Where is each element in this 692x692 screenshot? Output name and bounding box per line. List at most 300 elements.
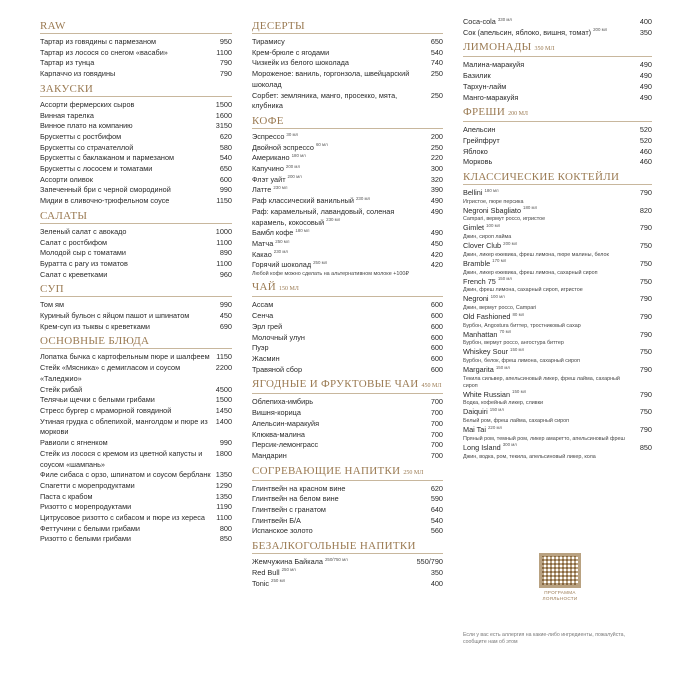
menu-item-name-text: Пуэр bbox=[252, 343, 269, 353]
menu-item bbox=[252, 58, 443, 69]
menu-item bbox=[40, 524, 232, 535]
menu-item-price: 750 bbox=[639, 241, 652, 251]
menu-item bbox=[463, 407, 652, 425]
section-title bbox=[40, 20, 232, 33]
menu-item bbox=[252, 300, 443, 311]
menu-item bbox=[252, 322, 443, 333]
menu-item-price: 490 bbox=[430, 206, 443, 216]
menu-item-name bbox=[40, 48, 216, 59]
menu-item-name bbox=[40, 300, 220, 311]
menu-item-name-text: Long Island bbox=[463, 442, 501, 452]
menu-item-volume: 250 мл bbox=[275, 238, 290, 244]
menu-item-name bbox=[40, 406, 216, 417]
section-title bbox=[40, 210, 232, 223]
menu-item bbox=[463, 223, 652, 241]
menu-item-volume: 100 мл bbox=[486, 223, 501, 229]
menu-item-price: 490 bbox=[639, 60, 652, 70]
menu-item-name-text: Gimlet bbox=[463, 223, 485, 233]
menu-item-price: 1450 bbox=[215, 405, 232, 415]
menu-item-name bbox=[252, 239, 431, 250]
menu-item-price: 650 bbox=[430, 37, 443, 46]
menu-item-volume: 150 мл bbox=[497, 276, 512, 282]
menu-item-name-text: Клюква-малина bbox=[252, 429, 305, 439]
menu-item-name bbox=[40, 513, 216, 524]
menu-item-price: 400 bbox=[430, 578, 443, 588]
menu-item-price: 540 bbox=[430, 515, 443, 525]
menu-item-name bbox=[252, 132, 431, 143]
menu-item bbox=[40, 385, 232, 396]
menu-item bbox=[40, 132, 232, 143]
menu-item-name-text: Жемчужина Байкала bbox=[252, 557, 323, 567]
menu-item-price: 750 bbox=[639, 276, 652, 286]
menu-item-name-text: Винное плато на компанию bbox=[40, 121, 133, 131]
menu-item-name bbox=[252, 48, 431, 59]
menu-item-volume: 250 мл bbox=[281, 567, 296, 573]
menu-item bbox=[40, 270, 232, 281]
menu-item-price: 400 bbox=[639, 17, 652, 26]
menu-item bbox=[40, 492, 232, 503]
menu-item-name-text: Двойной эспрессо bbox=[252, 142, 314, 152]
menu-item-name bbox=[40, 121, 216, 132]
menu-item-price: 700 bbox=[430, 408, 443, 418]
menu-item-name-text: Daiquiri bbox=[463, 407, 488, 417]
menu-item bbox=[252, 430, 443, 441]
menu-item bbox=[40, 502, 232, 513]
menu-item-name bbox=[463, 188, 640, 206]
menu-item-description: Игристое, пюре персика bbox=[463, 198, 524, 205]
menu-item bbox=[40, 513, 232, 524]
menu-item bbox=[463, 259, 652, 277]
menu-column-3 bbox=[463, 17, 652, 461]
menu-item-name-text: Матча bbox=[252, 238, 274, 248]
menu-item-name-text: Глинтвейн на красном вине bbox=[252, 483, 346, 493]
menu-item-price: 250 bbox=[430, 90, 443, 100]
menu-item-price: 1190 bbox=[216, 502, 232, 512]
menu-item-name-text: Грейпфрут bbox=[463, 135, 500, 145]
menu-item-price: 790 bbox=[219, 69, 232, 79]
menu-item-volume: 250/750 мл bbox=[324, 556, 348, 562]
menu-item-name bbox=[463, 407, 640, 425]
menu-item-volume: 200 мл bbox=[593, 27, 608, 33]
section-title-text: ЯГОДНЫЕ И ФРУКТОВЫЕ ЧАИ bbox=[252, 378, 419, 391]
section-title bbox=[252, 281, 443, 296]
menu-item-price: 1400 bbox=[215, 416, 232, 426]
menu-item-name bbox=[252, 430, 431, 441]
menu-item-price: 850 bbox=[639, 442, 652, 452]
menu-item-name-text: Лопатка бычка с картофельным пюре и шалфеем bbox=[40, 352, 210, 362]
menu-item bbox=[40, 164, 232, 175]
menu-item-name-text: Bramble bbox=[463, 258, 491, 268]
menu-item-volume: 80 мл bbox=[512, 311, 525, 317]
menu-item bbox=[252, 408, 443, 419]
menu-item-name bbox=[40, 363, 216, 384]
menu-item-price: 800 bbox=[219, 523, 232, 533]
menu-item-name-text: Травяной сбор bbox=[252, 364, 303, 374]
menu-item-name bbox=[463, 82, 640, 93]
menu-item-price: 950 bbox=[219, 37, 232, 46]
menu-item-name bbox=[40, 248, 220, 259]
menu-column-1 bbox=[40, 20, 232, 545]
menu-item-name-text: Морковь bbox=[463, 157, 493, 167]
menu-item bbox=[252, 239, 443, 250]
menu-item-name-text: Old Fashioned bbox=[463, 311, 511, 321]
menu-item bbox=[463, 330, 652, 348]
menu-item-price: 600 bbox=[430, 311, 443, 321]
menu-item-price: 700 bbox=[430, 397, 443, 407]
menu-item bbox=[252, 354, 443, 365]
menu-item-name bbox=[252, 322, 431, 333]
menu-item-name bbox=[252, 91, 431, 112]
menu-item-price: 4500 bbox=[215, 384, 232, 394]
menu-item-name-text: Филе сибаса с орзо, шпинатом и соусом бербланк bbox=[40, 470, 211, 480]
menu-item-description: Джин, ликер ежевика, фреш лимона, сахарный сироп bbox=[463, 269, 598, 276]
menu-item bbox=[40, 153, 232, 164]
section-note: Любой кофе можно сделать на альтернативном молоке +100₽ bbox=[252, 271, 409, 278]
section-title bbox=[463, 171, 652, 184]
menu-item-name bbox=[463, 425, 640, 443]
menu-item-name-text: Раф классический ванильный bbox=[252, 196, 354, 206]
menu-item-name bbox=[40, 227, 216, 238]
menu-item bbox=[252, 333, 443, 344]
section-soft-drinks bbox=[252, 537, 443, 589]
section-title bbox=[252, 465, 443, 480]
menu-item-name bbox=[40, 37, 220, 48]
menu-item bbox=[252, 185, 443, 196]
menu-item-price: 650 bbox=[219, 164, 232, 174]
section-volume: 350 МЛ bbox=[534, 46, 555, 53]
menu-item-volume: 200 мл bbox=[503, 240, 518, 246]
menu-item-name-text: Малина-маракуйя bbox=[463, 60, 525, 70]
menu-item-name bbox=[463, 28, 640, 39]
menu-item bbox=[463, 125, 652, 136]
menu-item-volume: 170 мл bbox=[492, 258, 507, 264]
menu-item-description: Джин, водка, ром, текила, апельсиновый ликер, кола bbox=[463, 453, 596, 460]
menu-item-price: 220 bbox=[430, 153, 443, 163]
menu-item-volume: 180 мл bbox=[523, 205, 538, 211]
menu-item-name-text: Жасмин bbox=[252, 353, 280, 363]
menu-item-volume: 230 мл bbox=[273, 185, 288, 191]
menu-item-name-text: Стейк «Мясника» с демигласом и соусом «Таледжио» bbox=[40, 363, 181, 383]
menu-item-price: 420 bbox=[430, 260, 443, 270]
menu-item-name bbox=[252, 185, 431, 196]
section-fresh-juices bbox=[463, 103, 652, 168]
menu-item-price: 790 bbox=[639, 425, 652, 435]
menu-item-volume: 150 мл bbox=[489, 407, 504, 413]
section-title-text: ЧАЙ bbox=[252, 281, 276, 294]
menu-item-volume: 230 мл bbox=[326, 217, 341, 223]
menu-item-price: 350 bbox=[639, 27, 652, 37]
menu-item bbox=[40, 311, 232, 322]
section-title bbox=[463, 41, 652, 56]
section-title-text: СУП bbox=[40, 283, 64, 296]
section-raw bbox=[40, 20, 232, 80]
menu-item-name-text: Ассорти фермерских сыров bbox=[40, 99, 135, 109]
menu-item-volume: 180 мл bbox=[295, 227, 310, 233]
menu-item-name-text: Глинтвейн Б/А bbox=[252, 515, 301, 525]
menu-item-name bbox=[40, 164, 220, 175]
menu-item-volume: 200 мл bbox=[285, 163, 301, 169]
section-sup bbox=[40, 280, 232, 332]
menu-item-price: 1100 bbox=[216, 47, 232, 57]
menu-item bbox=[40, 481, 232, 492]
menu-item bbox=[40, 438, 232, 449]
menu-item bbox=[252, 419, 443, 430]
menu-item bbox=[40, 185, 232, 196]
menu-item-price: 560 bbox=[430, 526, 443, 536]
menu-item-price: 350 bbox=[430, 567, 443, 577]
menu-item-name-text: Эрл грей bbox=[252, 321, 283, 331]
menu-item-price: 390 bbox=[430, 185, 443, 195]
menu-item-name-text: Ризотто с белыми грибами bbox=[40, 534, 131, 544]
menu-item-name bbox=[463, 277, 640, 295]
menu-item-name-text: Red Bull bbox=[252, 567, 280, 577]
menu-item-name-text: Персик-лемонграсс bbox=[252, 440, 319, 450]
menu-item-name-text: Брускетты со страчателлой bbox=[40, 142, 134, 152]
section-berry-teas bbox=[252, 375, 443, 461]
menu-item bbox=[252, 451, 443, 462]
menu-item-name-text: Молочный улун bbox=[252, 332, 305, 342]
menu-item-price: 1100 bbox=[216, 258, 232, 268]
menu-item bbox=[40, 121, 232, 132]
loyalty-program-label: ПРОГРАММА ЛОЯЛЬНОСТИ bbox=[542, 590, 578, 601]
menu-item-name-text: Испанское золото bbox=[252, 526, 313, 536]
menu-item-price: 820 bbox=[639, 205, 652, 215]
menu-item-name bbox=[252, 408, 431, 419]
menu-item-price: 620 bbox=[219, 131, 232, 141]
menu-item bbox=[463, 157, 652, 168]
menu-item bbox=[40, 69, 232, 80]
section-desserts bbox=[252, 20, 443, 112]
menu-item bbox=[463, 188, 652, 206]
menu-item-name bbox=[252, 164, 431, 175]
menu-item-price: 690 bbox=[219, 321, 232, 331]
menu-item-name bbox=[40, 196, 216, 207]
menu-item-price: 520 bbox=[639, 125, 652, 135]
menu-item-name-text: Куриный бульон с яйцом пашот и шпинатом bbox=[40, 311, 190, 321]
menu-item-name-text: Облепиха-имбирь bbox=[252, 397, 314, 407]
section-title bbox=[40, 283, 232, 296]
menu-item-name-text: Бамбл кофе bbox=[252, 228, 294, 238]
menu-item-name bbox=[40, 352, 216, 363]
menu-item-name bbox=[252, 311, 431, 322]
menu-item-name bbox=[40, 100, 216, 111]
menu-item bbox=[252, 494, 443, 505]
menu-item bbox=[463, 312, 652, 330]
menu-item-name bbox=[252, 419, 431, 430]
menu-item-description: Campari, вермут россо, игристое bbox=[463, 216, 546, 223]
section-title bbox=[463, 106, 652, 121]
menu-item bbox=[40, 395, 232, 406]
menu-item-name bbox=[252, 451, 431, 462]
menu-item-price: 890 bbox=[219, 248, 232, 258]
menu-item bbox=[463, 206, 652, 224]
menu-item-volume: 150 мл bbox=[512, 389, 527, 395]
menu-item-price: 200 bbox=[430, 131, 443, 141]
section-tea bbox=[252, 278, 443, 375]
menu-item-name-text: Стейк рибай bbox=[40, 384, 83, 394]
allergy-note: Если у вас есть аллергия на какие-либо ингредиенты, пожалуйста, сообщите нам об этом bbox=[463, 632, 625, 645]
menu-item-name bbox=[252, 505, 431, 516]
menu-item bbox=[40, 48, 232, 59]
menu-item bbox=[252, 228, 443, 239]
menu-item-name bbox=[252, 526, 431, 537]
menu-item-description: Текила сильвер, апельсиновый ликер, фреш лайма, сахарный сироп bbox=[463, 375, 620, 389]
menu-item-name bbox=[252, 207, 431, 228]
menu-item-price: 790 bbox=[639, 294, 652, 304]
menu-item-name bbox=[252, 568, 431, 579]
menu-item-price: 1500 bbox=[215, 395, 232, 405]
menu-item-name bbox=[40, 417, 216, 438]
menu-item-name-text: Тартар из говядины с пармезаном bbox=[40, 37, 157, 46]
menu-item-name-text: Мидии в сливочно-трюфельном соусе bbox=[40, 196, 170, 206]
menu-item-name-text: Том ям bbox=[40, 300, 64, 310]
menu-item-name bbox=[40, 438, 220, 449]
section-title-text: RAW bbox=[40, 20, 66, 32]
menu-item-name bbox=[463, 157, 640, 168]
menu-item-name-text: French 75 bbox=[463, 276, 496, 286]
menu-item-price: 600 bbox=[430, 353, 443, 363]
section-zakuski bbox=[40, 80, 232, 207]
qr-code-icon[interactable] bbox=[539, 553, 581, 588]
menu-item-price: 300 bbox=[430, 164, 443, 174]
section-title-text: ОСНОВНЫЕ БЛЮДА bbox=[40, 335, 150, 348]
menu-item-price: 990 bbox=[219, 438, 232, 448]
menu-item bbox=[252, 260, 443, 271]
menu-item bbox=[252, 505, 443, 516]
menu-item-description: Джин, ликер ежевика, фреш лимона, пюре малины, белок bbox=[463, 251, 609, 258]
menu-item-name bbox=[40, 524, 220, 535]
menu-item-name bbox=[252, 397, 431, 408]
menu-item-name bbox=[463, 71, 640, 82]
menu-item bbox=[252, 196, 443, 207]
menu-item-description: Пряный ром, темный ром, ликер амаретто, апельсиновый фреш bbox=[463, 435, 625, 442]
menu-item-price: 790 bbox=[639, 188, 652, 198]
menu-item-description: Белый ром, фреш лайма, сахарный сироп bbox=[463, 418, 569, 425]
menu-item-price: 1150 bbox=[216, 352, 232, 362]
menu-item-name-text: Ассорти оливок bbox=[40, 174, 93, 184]
menu-item bbox=[463, 93, 652, 104]
menu-item-volume: 150 мл bbox=[495, 364, 510, 370]
section-soft-drinks-cont bbox=[463, 17, 652, 38]
menu-item bbox=[40, 238, 232, 249]
menu-item-price: 790 bbox=[639, 389, 652, 399]
menu-item bbox=[252, 69, 443, 90]
menu-item-price: 700 bbox=[430, 440, 443, 450]
menu-item-name bbox=[463, 223, 640, 241]
menu-item bbox=[40, 100, 232, 111]
menu-item-name bbox=[252, 143, 431, 154]
section-title-text: КОФЕ bbox=[252, 114, 284, 127]
menu-item-name bbox=[463, 294, 640, 312]
menu-item-name bbox=[463, 259, 640, 277]
menu-item bbox=[252, 207, 443, 228]
menu-item-name-text: Сенча bbox=[252, 311, 274, 321]
menu-item-volume: 230 мл bbox=[355, 195, 371, 201]
menu-item-price: 790 bbox=[639, 311, 652, 321]
menu-item bbox=[252, 311, 443, 322]
menu-item bbox=[252, 579, 443, 590]
menu-item bbox=[463, 71, 652, 82]
section-title-text: ДЕСЕРТЫ bbox=[252, 20, 305, 32]
menu-item-volume: 180 мл bbox=[484, 187, 499, 193]
menu-item-name-text: Тирамису bbox=[252, 37, 285, 46]
menu-item-name-text: Раф: карамельный, лавандовый, соленая карамель, кокосовый bbox=[252, 206, 395, 227]
menu-item-name bbox=[40, 534, 220, 545]
menu-item-name-text: Крем-суп из тыквы с креветками bbox=[40, 321, 150, 331]
menu-item bbox=[463, 443, 652, 461]
menu-item-price: 850 bbox=[219, 534, 232, 544]
menu-item-name bbox=[463, 17, 640, 28]
menu-item-name-text: Тархун-лайм bbox=[463, 81, 507, 91]
menu-item-name bbox=[463, 206, 640, 224]
section-volume: 200 МЛ bbox=[508, 111, 528, 118]
menu-item-name-text: Coca-cola bbox=[463, 17, 496, 26]
menu-item-name-text: Горячий шоколад bbox=[252, 260, 312, 270]
menu-item bbox=[463, 425, 652, 443]
menu-item-price: 580 bbox=[219, 142, 232, 152]
menu-item bbox=[252, 143, 443, 154]
menu-item bbox=[40, 406, 232, 417]
section-lemonades bbox=[463, 38, 652, 103]
menu-item bbox=[252, 568, 443, 579]
menu-item-price: 990 bbox=[219, 185, 232, 195]
section-title-text: КЛАССИЧЕСКИЕ КОКТЕЙЛИ bbox=[463, 171, 620, 184]
section-main-dishes bbox=[40, 332, 232, 545]
menu-item-name-text: Салат с креветками bbox=[40, 269, 108, 279]
menu-item-name-text: Капучино bbox=[252, 164, 284, 174]
menu-item-price: 450 bbox=[219, 311, 232, 321]
menu-item-name-text: Какао bbox=[252, 249, 272, 259]
menu-item-name-text: Сок (апельсин, яблоко, вишня, томат) bbox=[463, 27, 592, 37]
menu-item-volume: 70 мл bbox=[499, 329, 512, 335]
menu-item-name bbox=[252, 557, 417, 568]
section-title-text: СОГРЕВАЮЩИЕ НАПИТКИ bbox=[252, 464, 401, 477]
menu-item bbox=[463, 17, 652, 28]
menu-item-volume: 220 мл bbox=[487, 424, 503, 430]
menu-item bbox=[252, 37, 443, 48]
menu-item-name-text: Брускетты с ростбифом bbox=[40, 131, 122, 141]
menu-item-name-text: Карпаччо из говядины bbox=[40, 69, 116, 79]
menu-item-price: 490 bbox=[430, 196, 443, 206]
menu-item-volume: 250 мл bbox=[313, 259, 328, 265]
section-salaty bbox=[40, 207, 232, 281]
menu-item-name bbox=[40, 449, 216, 470]
menu-item-volume: 180 мл bbox=[291, 152, 306, 158]
menu-item-name-text: Феттучини с белыми грибами bbox=[40, 523, 140, 533]
menu-item-price: 420 bbox=[430, 249, 443, 259]
menu-item-name-text: Вишня-корица bbox=[252, 408, 301, 418]
menu-item-name bbox=[252, 260, 431, 271]
menu-item-name bbox=[40, 322, 220, 333]
menu-item-name-text: Clover Club bbox=[463, 241, 502, 251]
menu-item-name-text: Negroni Sbagliato bbox=[463, 205, 522, 215]
menu-item-price: 1350 bbox=[215, 470, 232, 480]
menu-item-name bbox=[463, 365, 640, 390]
menu-item bbox=[463, 294, 652, 312]
section-volume: 450 МЛ bbox=[421, 383, 442, 390]
menu-item-price: 540 bbox=[430, 47, 443, 57]
menu-item bbox=[463, 241, 652, 259]
menu-item-price: 600 bbox=[430, 321, 443, 331]
menu-item bbox=[40, 300, 232, 311]
menu-item bbox=[40, 196, 232, 207]
menu-item-price: 640 bbox=[430, 505, 443, 515]
menu-item-price: 250 bbox=[430, 142, 443, 152]
menu-item-name-text: Зеленый салат с авокадо bbox=[40, 226, 127, 236]
section-title bbox=[40, 335, 232, 348]
menu-item-name bbox=[40, 311, 220, 322]
menu-item-name-text: Крем-брюле с ягодами bbox=[252, 47, 330, 57]
